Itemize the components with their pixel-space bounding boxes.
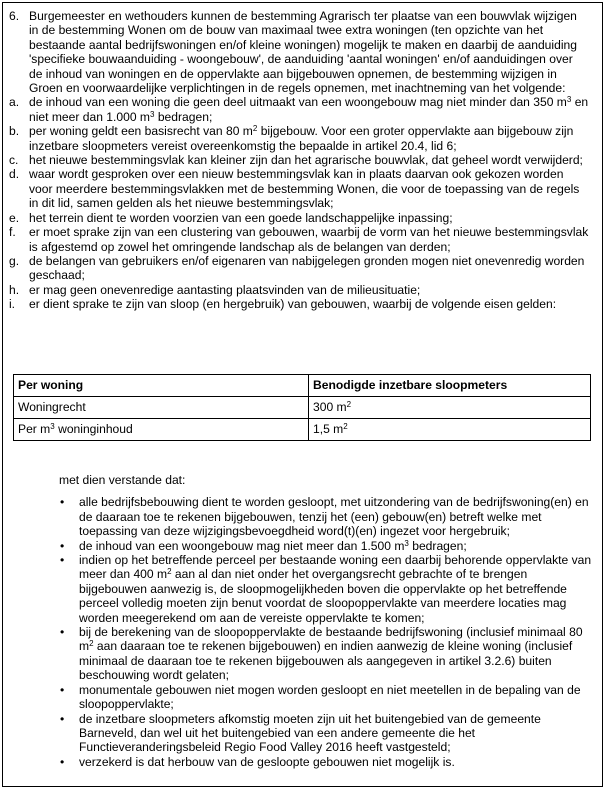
condition-b [9,124,589,153]
bullet-icon: • [60,495,65,510]
article-intro: Burgemeester en wethouders kunnen de bestemming Agrarisch ter plaatse van een bouwvlak wijzigen in de bestemming Wonen om de bouw van maximaal twee extra woningen (ten opzichte van het bestaande aantal bedrijfswoningen en/of kleine woningen) mogelijk te maken en daarbij de aanduiding 'specifieke bouwaanduiding - woongebouw', de aanduiding 'aantal woningen' en/of aanduidingen over de inhoud van woningen en de oppervlakte aan bijgebouwen opnemen, de bestemming wijzigen in Groen en voorwaardelijke verplichtingen in de regels opnemen, met inachtneming van het volgende: [29,9,577,96]
superscript: 2 [252,124,258,134]
provisos-intro: met dien verstande dat: [59,473,186,487]
condition-d [9,167,589,210]
table-cell [309,419,591,441]
list-item-text: bedragen; [408,538,467,553]
superscript: 2 [346,400,352,410]
superscript: 3 [150,109,155,119]
condition-label: c. [9,153,19,168]
column-header: Per woning [14,375,309,397]
table-cell [309,397,591,419]
bullet-icon: • [60,754,65,769]
condition-text: waar wordt gesproken over een nieuw bestemmingsvlak kan in plaats daarvan ook gekozen worden voor meerdere bestemmingsvlakken met de bestemming Wonen, die voor de toepassing van de regels in dit lid, samen gelden als het nieuwe bestemmingsvlak; [29,167,580,211]
article-item-6 [9,9,589,312]
bullet-icon: • [60,625,65,640]
bullet-icon: • [60,553,65,568]
condition-text: bedragen; [154,109,213,124]
superscript: 2 [89,639,94,649]
list-item [3,683,597,712]
bullet-icon: • [60,538,65,553]
condition-label: d. [9,167,20,182]
condition-label: b. [9,124,20,139]
condition-e [9,211,589,225]
condition-text: het terrein dient te worden voorzien van een goede landschappelijke inpassing; [29,210,453,225]
list-item [3,712,597,755]
table-row [14,397,591,419]
list-item-text: de inhoud van een woongebouw mag niet meer dan 1.500 m [79,538,405,553]
cell-text: woninginhoud [54,422,133,437]
list-item [3,755,597,769]
table-cell [14,397,309,419]
condition-a [9,95,589,124]
list-item-text: alle bedrijfsbebouwing dient te worden gesloopt, met uitzondering van de bedrijfswoning(en) en de daaraan toe te rekenen bijgebouwen, tenzij het (een) gebouw(en) betreft welke met toepassing van deze wijzigingsbevoegdheid word(t)(en) ingezet voor hergebruik; [79,495,589,539]
cell-text: 1,5 m [313,422,344,437]
list-item [3,539,597,553]
cell-text: Per m [18,422,51,437]
condition-text: het nieuwe bestemmingsvlak kan kleiner zijn dan het agrarische bouwvlak, dat geheel wordt verwijderd; [29,153,583,168]
condition-label: i. [9,297,16,312]
cell-text: Woningrecht [18,400,86,415]
list-item [3,625,597,683]
condition-text: de belangen van gebruikers en/of eigenaren van nabijgelegen gronden mogen niet onevenredig worden geschaad; [29,253,585,283]
condition-text: er moet sprake zijn van een clustering van gebouwen, waarbij de vorm van het nieuwe bestemmingsvlak is afgestemd op zowel het omringende landschap als de belangen van derden; [29,225,589,254]
list-item-text: monumentale gebouwen niet mogen worden gesloopt en niet meetellen in de bepaling van de sloopoppervlakte; [79,682,581,712]
condition-label: h. [9,282,20,297]
condition-c [9,153,589,167]
column-header: Benodigde inzetbare sloopmeters [309,375,591,397]
condition-text: per woning geldt een basisrecht van 80 m [29,124,253,139]
list-item-text: bij de berekening van de sloopoppervlakte de bestaande bedrijfswoning (inclusief minimaal 80 m [79,625,583,654]
cell-text: 300 m [313,400,347,415]
list-item-text: de inzetbare sloopmeters afkomstig moeten zijn uit het buitengebied van de gemeente Barneveld, dan wel uit het buitengebied van een andere gemeente die het Functieveranderingsbeleid Regio Food Valley 2016 heeft vastgesteld; [79,711,541,755]
condition-text: en niet meer dan 1.000 m [29,95,589,124]
condition-text: bijgebouw. Voor een groter oppervlakte aan bijgebouw zijn inzetbare sloopmeters vereist overeenkomstig the bepaalde in artikel 20.4, lid 6; [29,124,574,153]
condition-text: er mag geen onevenredige aantasting plaatsvinden van de milieusituatie; [29,282,421,297]
list-item-text: aan daaraan toe te rekenen bijgebouwen) en indien aanwezig de kleine woning (inclusief minimaal de daaraan toe te rekenen bijgebouwen als aangegeven in artikel 3.2.6) buiten beschouwing wordt gelaten; [79,639,573,683]
superscript: 3 [50,422,55,432]
table-row [14,419,591,441]
condition-label: e. [9,210,20,225]
list-item [3,553,597,625]
condition-h [9,283,589,297]
table-cell [14,419,309,441]
condition-text: er dient sprake te zijn van sloop (en hergebruik) van gebouwen, waarbij de volgende eisen gelden: [29,297,557,312]
bullet-icon: • [60,682,65,697]
document-page [2,2,603,787]
list-item-text: indien op het betreffende perceel per bestaande woning een daarbij behorende oppervlakte van meer dan 400 m [79,553,592,582]
superscript: 2 [167,567,172,577]
condition-label: a. [9,95,20,110]
superscript: 3 [566,95,572,105]
provisos [3,473,603,769]
condition-text: de inhoud van een woning die geen deel uitmaakt van een woongebouw mag niet minder dan 350 m [29,95,567,110]
article-number: 6. [9,9,20,23]
list-item-text: verzekerd is dat herbouw van de gesloopte gebouwen niet mogelijk is. [79,754,455,769]
list-item [3,495,597,538]
table-header-row [14,375,591,397]
condition-label: f. [9,225,16,240]
condition-f [9,225,589,254]
sloopmeters-table [13,374,591,441]
superscript: 3 [404,538,409,548]
condition-label: g. [9,253,20,268]
superscript: 2 [343,422,348,432]
bullet-icon: • [60,711,65,726]
condition-g [9,254,589,283]
list-item-text: aan al dan niet onder het overgangsrecht gebrachte of te brengen bijgebouwen aanwezig is, de sloopmogelijkheden boven die oppervlakte op het betreffende perceel volledig moeten zijn benut voordat de sloopoppervlakte van meerdere locaties mag worden meegerekend om aan de vereiste oppervlakte te komen; [79,567,567,625]
condition-i [9,297,589,311]
